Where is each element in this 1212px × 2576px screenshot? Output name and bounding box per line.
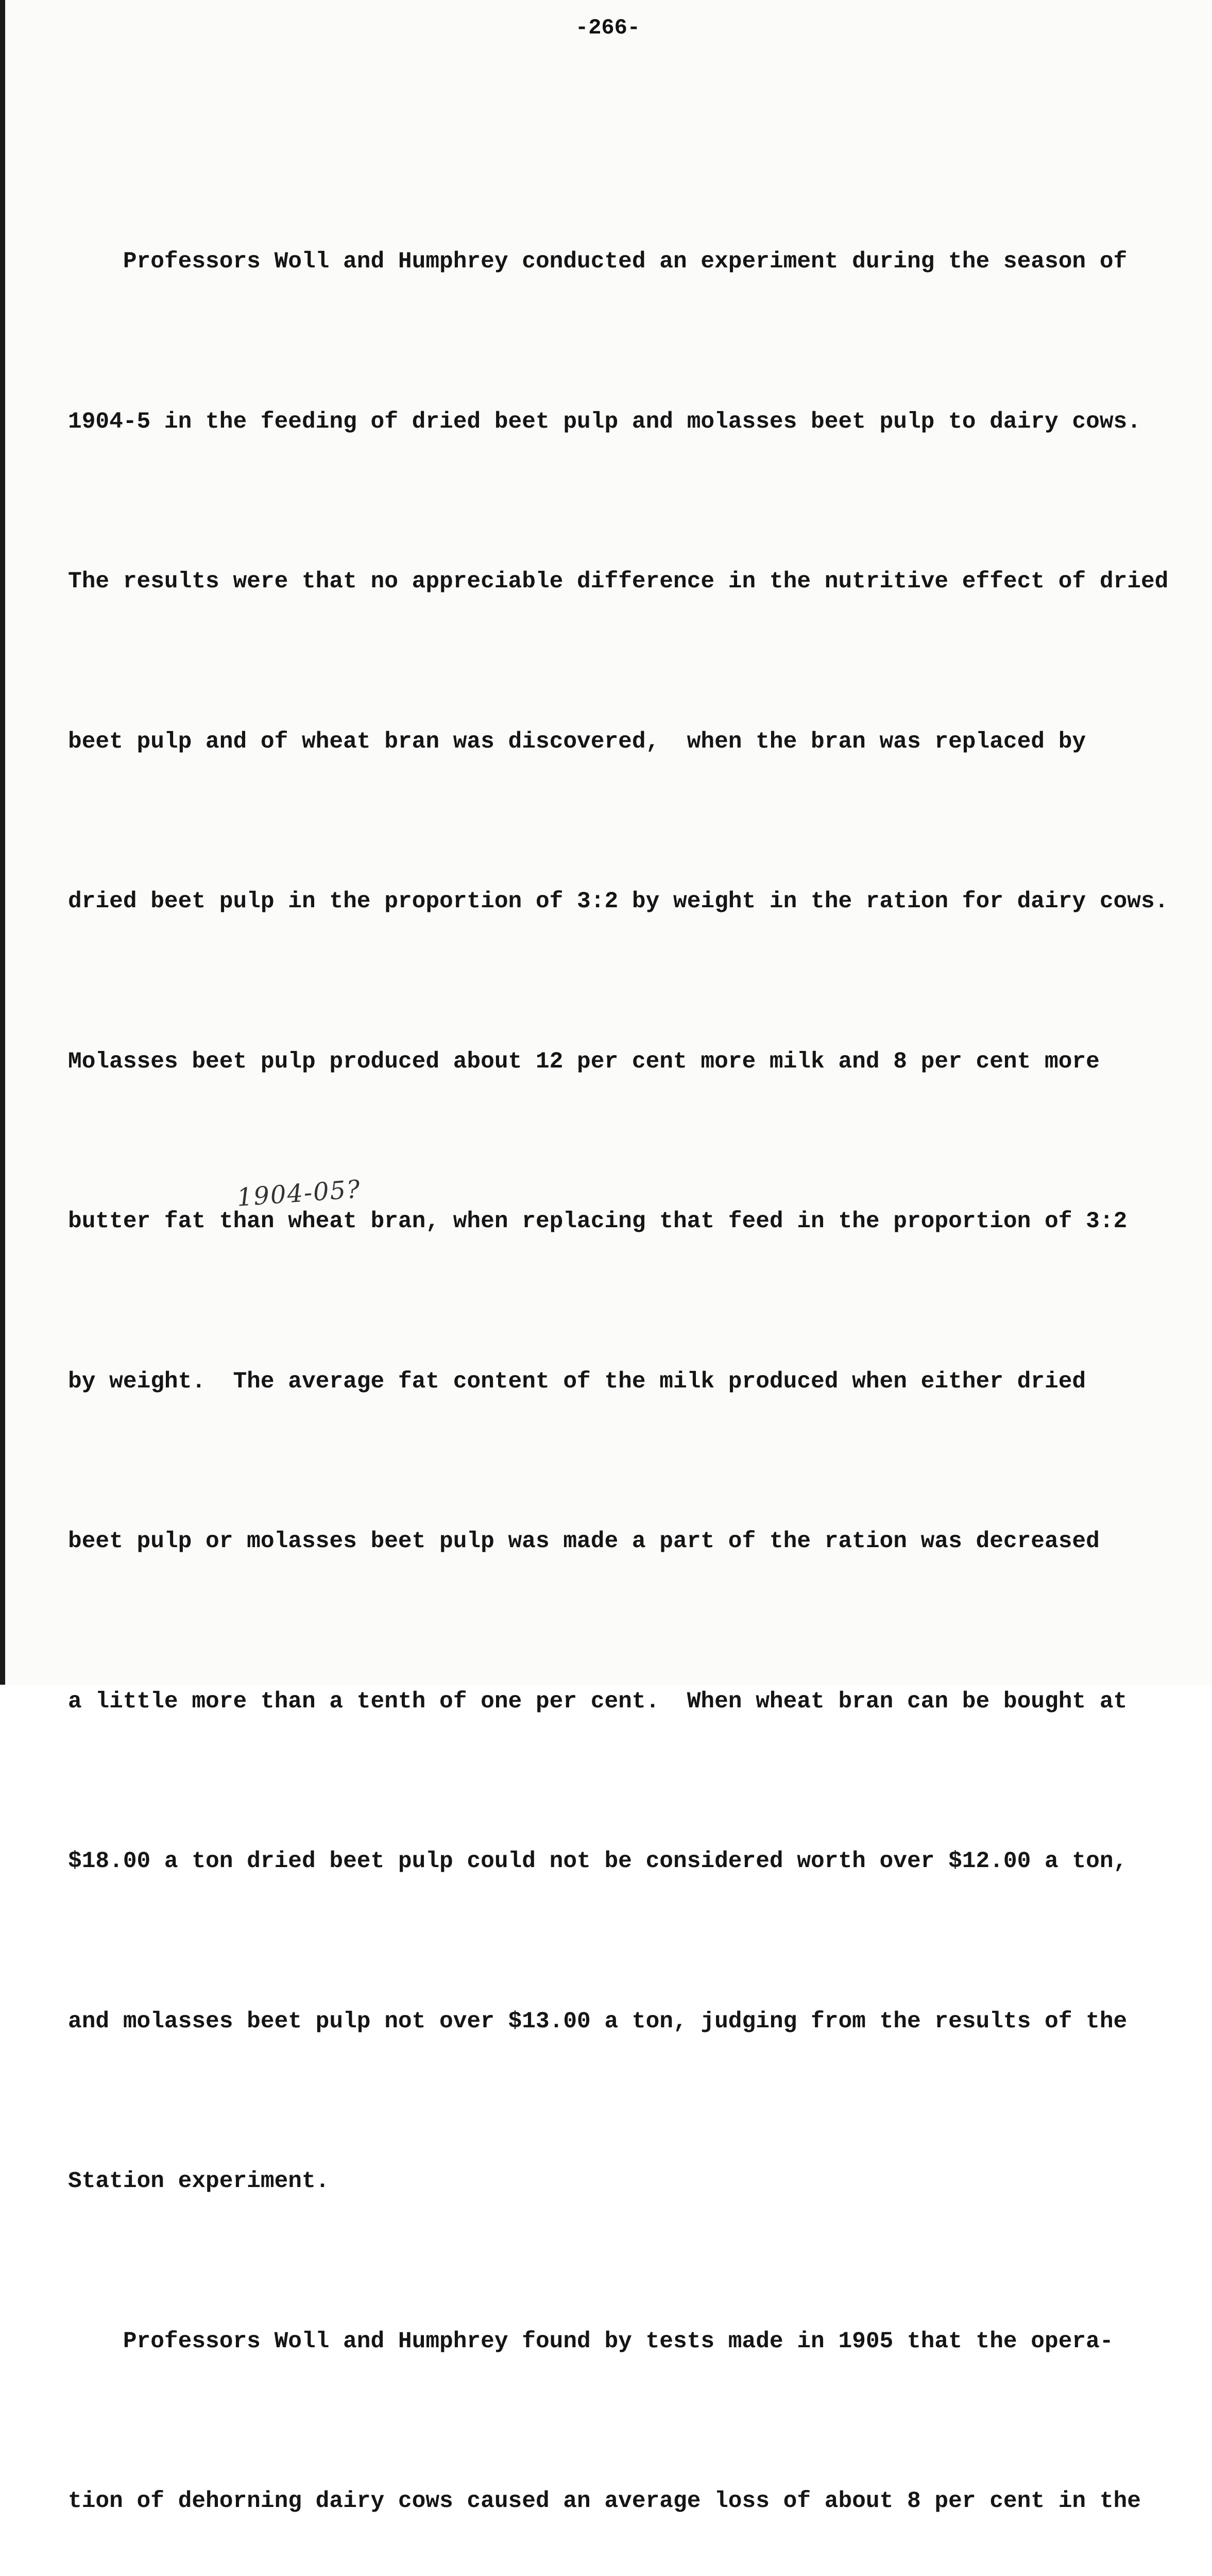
text-line: 1904-5 in the feeding of dried beet pulp and molasses beet pulp to dairy cows.: [68, 409, 1141, 435]
text-line: a little more than a tenth of one per cent. When wheat bran can be bought at: [68, 1688, 1128, 1715]
handwritten-annotation: 1904-05?: [236, 1175, 362, 1212]
text-line: beet pulp or molasses beet pulp was made a part of the ration was decreased: [68, 1529, 1100, 1554]
text-line: Professors Woll and Humphrey conducted an experiment during the season of: [68, 249, 1128, 275]
text-line: butter fat than wheat bran, when replacing that feed in the proportion of 3:2: [68, 1209, 1128, 1234]
text-line: Professors Woll and Humphrey found by tests made in 1905 that the opera-: [68, 2328, 1114, 2354]
text-line: beet pulp and of wheat bran was discovered, when the bran was replaced by: [68, 728, 1086, 755]
text-line: dried beet pulp in the proportion of 3:2 by weight in the ration for dairy cows.: [68, 889, 1169, 914]
text-line: Molasses beet pulp produced about 12 per cent more milk and 8 per cent more: [68, 1048, 1100, 1075]
page-number: -266-: [575, 15, 641, 40]
page-left-edge: [0, 0, 5, 1685]
body-text: [68, 129, 1169, 2576]
text-line: by weight. The average fat content of the milk produced when either dried: [68, 1368, 1086, 1395]
text-line: The results were that no appreciable difference in the nutritive effect of dried: [68, 569, 1169, 595]
text-line: $18.00 a ton dried beet pulp could not be considered worth over $12.00 a ton,: [68, 1849, 1128, 1874]
text-line: and molasses beet pulp not over $13.00 a ton, judging from the results of the: [68, 2008, 1128, 2035]
text-line: tion of dehorning dairy cows caused an average loss of about 8 per cent in the: [68, 2488, 1141, 2514]
text-line: Station experiment.: [68, 2168, 330, 2194]
